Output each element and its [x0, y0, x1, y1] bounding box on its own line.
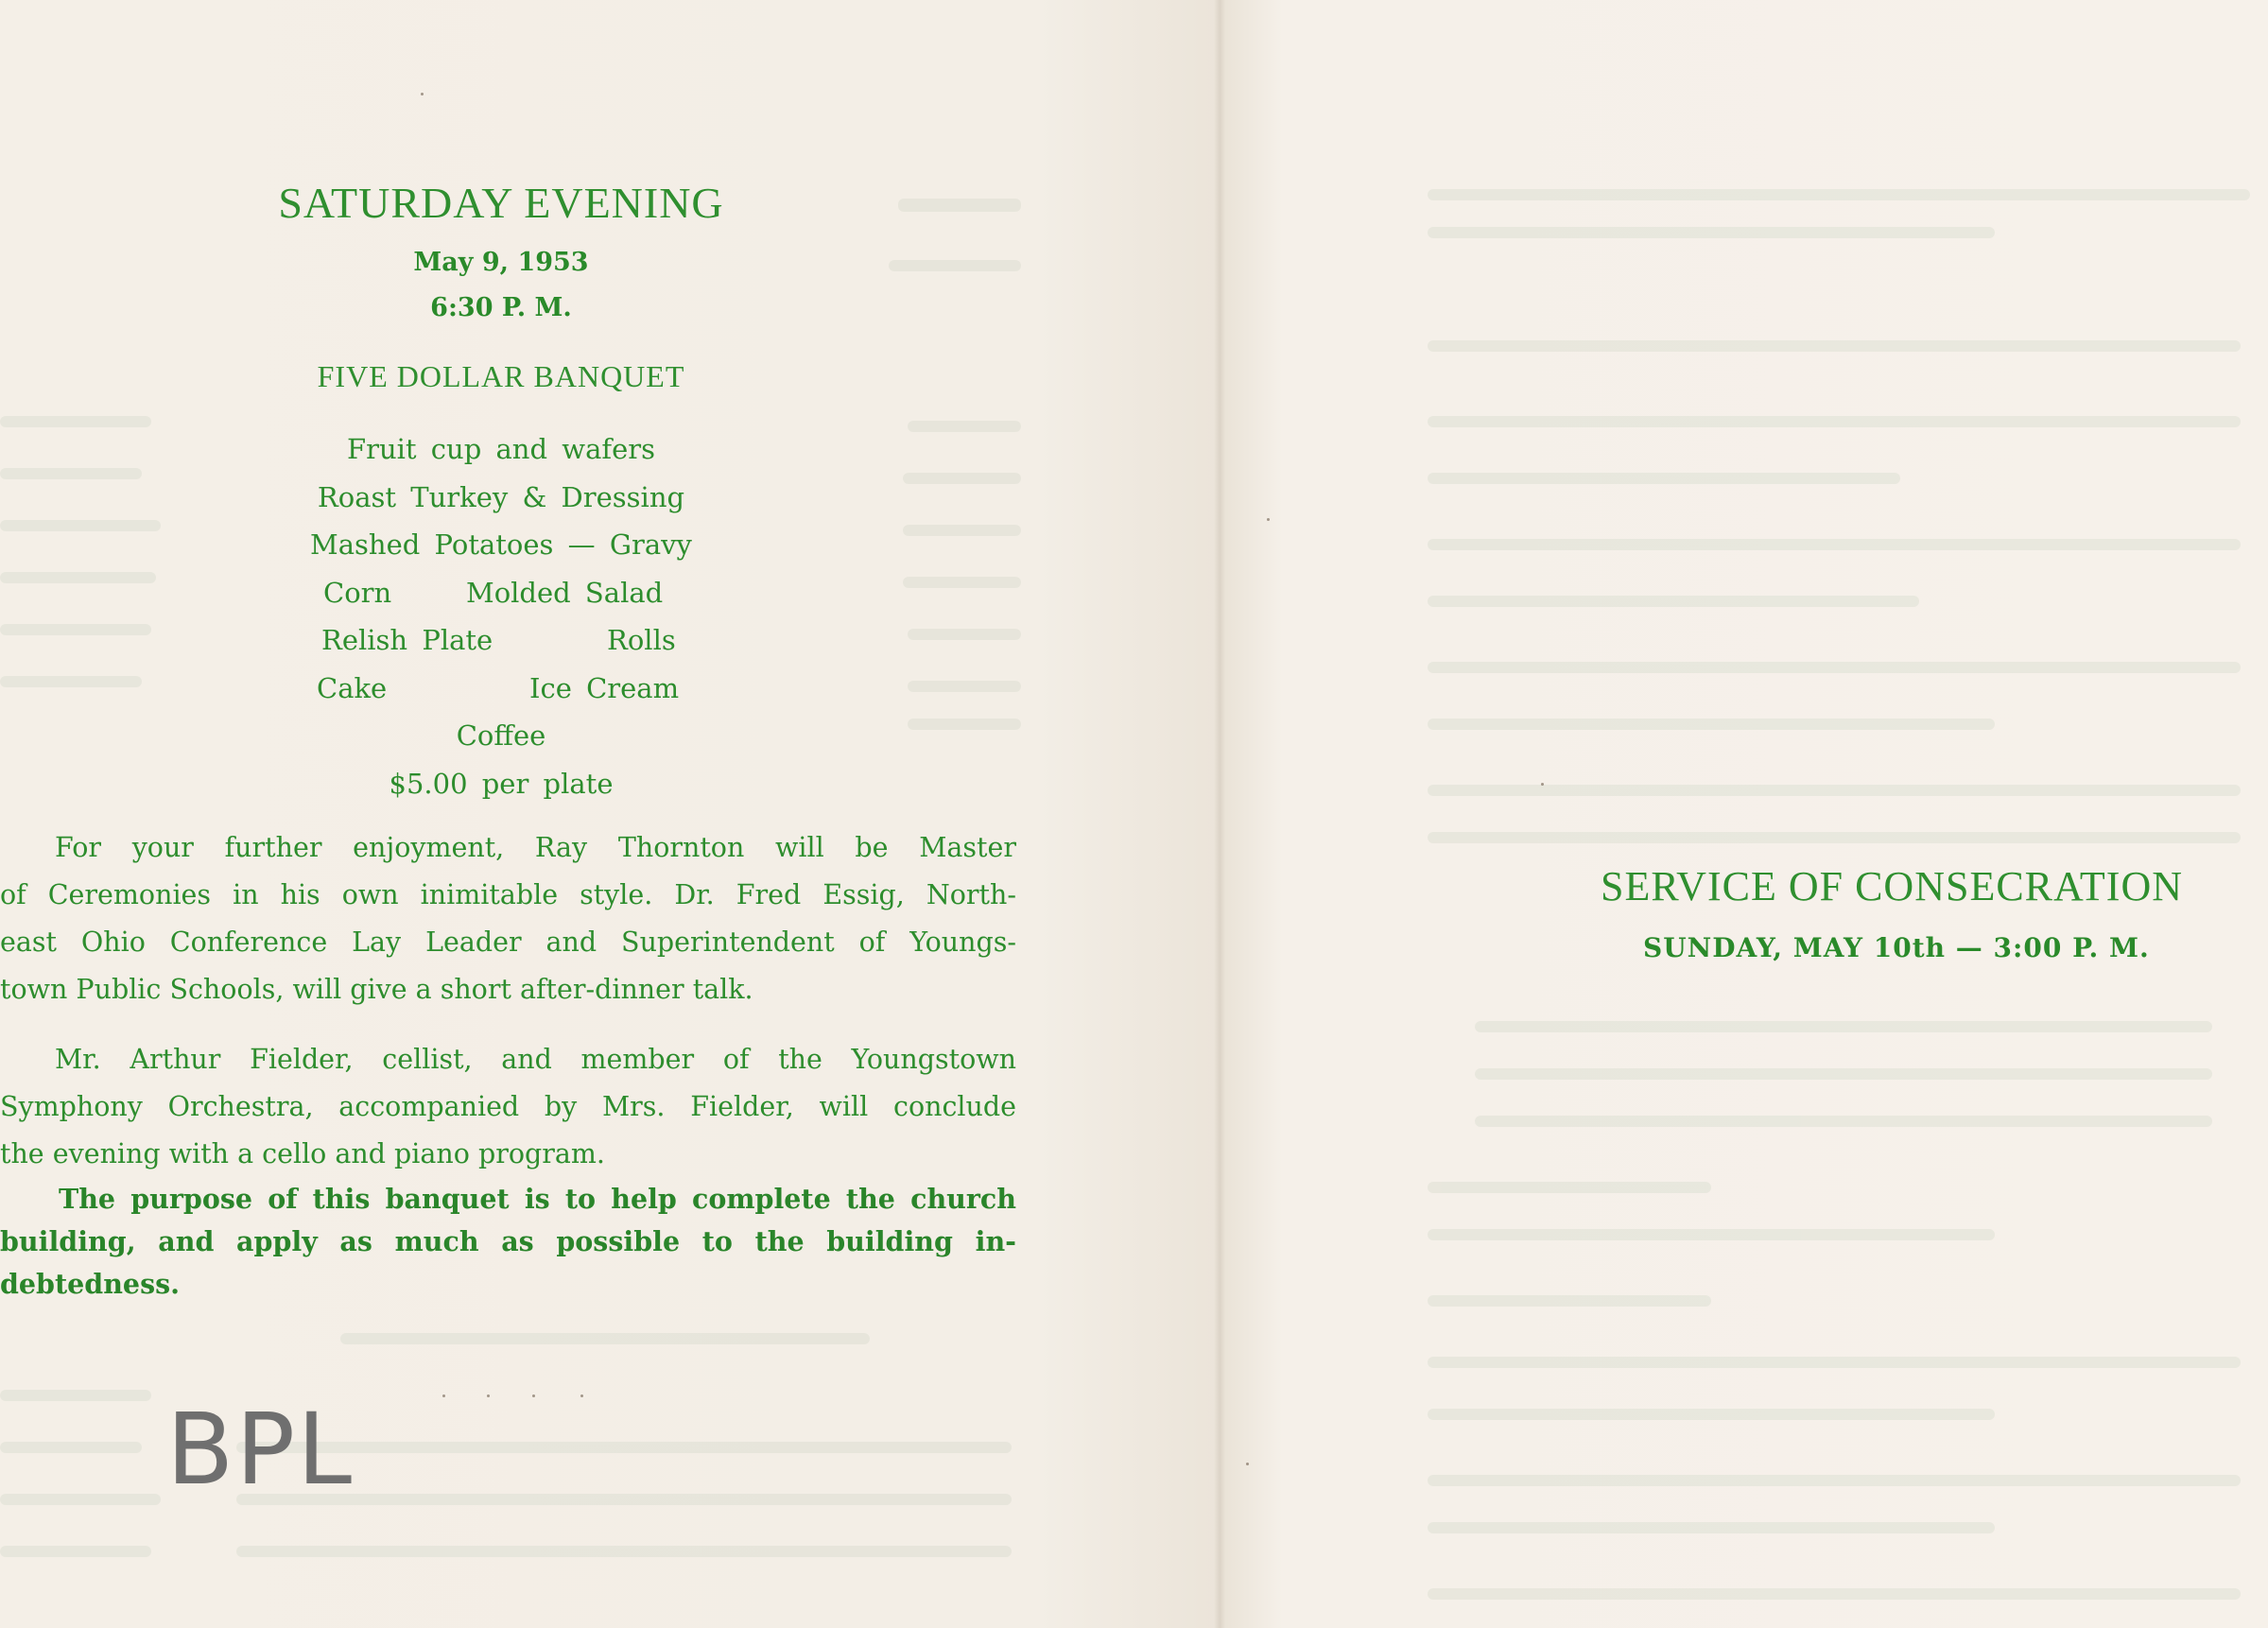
menu-item-roast-turkey: Roast Turkey & Dressing [317, 480, 685, 513]
paper-speck [580, 1394, 583, 1397]
paragraph3-line: building, and apply as much as possible to the building in- [0, 1225, 1016, 1257]
paper-speck [532, 1394, 535, 1397]
event-date: May 9, 1953 [413, 248, 589, 277]
paragraph1-line: town Public Schools, will give a short after-dinner talk. [0, 974, 753, 1005]
paragraph-banquet-purpose [0, 1178, 1016, 1306]
service-of-consecration-title: SERVICE OF CONSECRATION [1601, 863, 2183, 909]
paragraph1-line: For your further enjoyment, Ray Thornton will be Master [55, 832, 1016, 863]
banquet-menu [170, 425, 832, 807]
menu-price: $5.00 per plate [389, 767, 614, 800]
paragraph1-line: east Ohio Conference Lay Leader and Superintendent of Youngs- [0, 927, 1016, 958]
menu-item-ice-cream: Ice Cream [529, 671, 680, 704]
paragraph2-line: Symphony Orchestra, accompanied by Mrs. Fielder, will conclude [0, 1091, 1016, 1122]
saturday-evening-heading: SATURDAY EVENING [278, 179, 724, 227]
menu-row-cake-icecream [170, 665, 832, 713]
paragraph3-line: The purpose of this banquet is to help complete the church [59, 1183, 1016, 1215]
paragraph2-line: Mr. Arthur Fielder, cellist, and member of the Youngstown [55, 1044, 1016, 1075]
paper-speck [1267, 518, 1270, 521]
paragraph1-line: of Ceremonies in his own inimitable style. Dr. Fred Essig, North- [0, 879, 1016, 910]
menu-item-rolls: Rolls [607, 624, 676, 656]
menu-item-relish-plate: Relish Plate [321, 624, 493, 656]
paper-speck [1246, 1463, 1249, 1465]
paper-speck [442, 1394, 445, 1397]
event-time: 6:30 P. M. [430, 293, 572, 322]
paragraph2-line: the evening with a cello and piano program. [0, 1138, 605, 1169]
menu-item-coffee: Coffee [456, 719, 546, 752]
paper-speck [421, 93, 424, 95]
menu-item-molded-salad: Molded Salad [466, 576, 664, 609]
paragraph-master-of-ceremonies [0, 824, 1016, 1013]
paper-speck [487, 1394, 490, 1397]
menu-item-cake: Cake [317, 671, 388, 704]
paragraph-cello-program [0, 1036, 1016, 1178]
menu-item-mashed-potatoes: Mashed Potatoes — Gravy [310, 528, 692, 561]
menu-row-corn-salad [170, 569, 832, 617]
menu-row-relish-rolls [170, 616, 832, 665]
paper-speck [1541, 783, 1544, 786]
banquet-title: FIVE DOLLAR BANQUET [317, 359, 685, 393]
paragraph3-line: debtedness. [0, 1268, 181, 1300]
bpl-watermark: BPL [166, 1392, 355, 1507]
service-date-time: SUNDAY, MAY 10th — 3:00 P. M. [1643, 932, 2150, 963]
menu-item-fruit-cup: Fruit cup and wafers [346, 433, 655, 465]
menu-item-corn: Corn [323, 576, 392, 609]
